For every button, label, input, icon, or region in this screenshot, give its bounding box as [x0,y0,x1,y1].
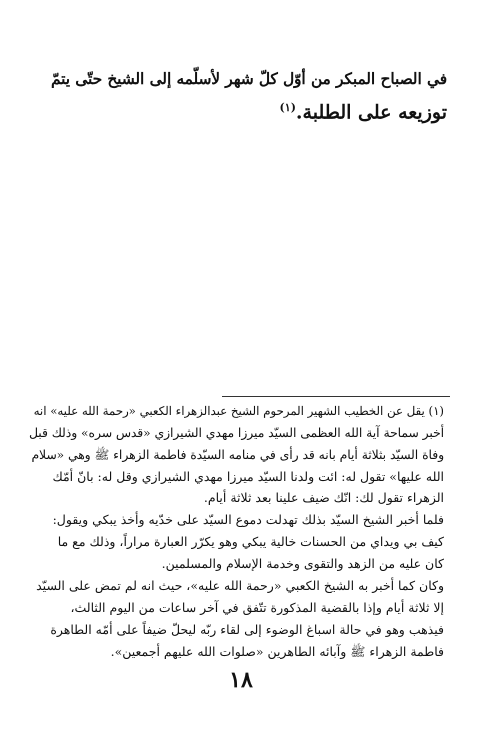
footnote-separator [222,396,450,397]
footnote-line-11: فيذهب وهو في حالة اسباغ الوضوء إلى لقاء ربّه ليحلّ ضيفاً على أمّه الطاهرة [50,622,444,637]
footnote-line-12: فاطمة الزهراء ﷺ وآبائه الطاهرين «صلوات الله عليهم أجمعين». [110,644,444,659]
body-text-line-1: في الصباح المبكر من أوّل كلّ شهر لأسلّمه إلى الشيخ حتّى يتمّ [50,70,447,88]
footnote-line-3: وفاة السيّد بثلاثة أيام بانه قد رأى في منامه السيّدة فاطمة الزهراء ﷺ وهي «سلام [31,448,444,462]
footnote-line-8: كان عليه من الزهد والتقوى وخدمة الإسلام والمسلمين. [161,556,444,571]
footnote-line-9: وكان كما أخبر به الشيخ الكعبي «رحمة الله عليه»، حيث انه لم تمض على السيّد [36,578,444,593]
footnote-reference: (١) [279,101,296,114]
footnote-line-10: إلا ثلاثة أيام وإذا بالقضية المذكورة تتّفق في آخر ساعات من اليوم الثالث، [70,600,444,615]
footnote-line-2: أخبر سماحة آية الله العظمى السيّد ميرزا مهدي الشيرازي «قدس سره» وذلك قبل [28,426,444,440]
footnote-line-7: كيف بي ويداي من الحسنات خالية يبكي وهو يكرّر العبارة مراراً، وذلك مع ما [57,534,444,549]
footnote-line-4: الله عليها» تقول له: ائت ولدنا السيّد ميرزا مهدي الشيرازي وقل له: بانّ أمّك [52,469,444,484]
footnote-line-5: الزهراء تقول لك: انّك ضيف علينا بعد ثلاثة أيام. [203,490,444,505]
body-text-line-2 [47,95,447,125]
footnote-line-6: فلما أخبر الشيخ السيّد بذلك تهدلت دموع السيّد على خدّيه وأخذ يبكي ويقول: [52,512,444,527]
body-text-line-2-text: توزيعه على الطلبة. [295,101,447,124]
page-number: ١٨ [229,667,253,693]
footnote-line-1: (١) يقل عن الخطيب الشهير المرحوم الشيخ عبدالزهراء الكعبي «رحمة الله عليه» انه [33,404,444,418]
